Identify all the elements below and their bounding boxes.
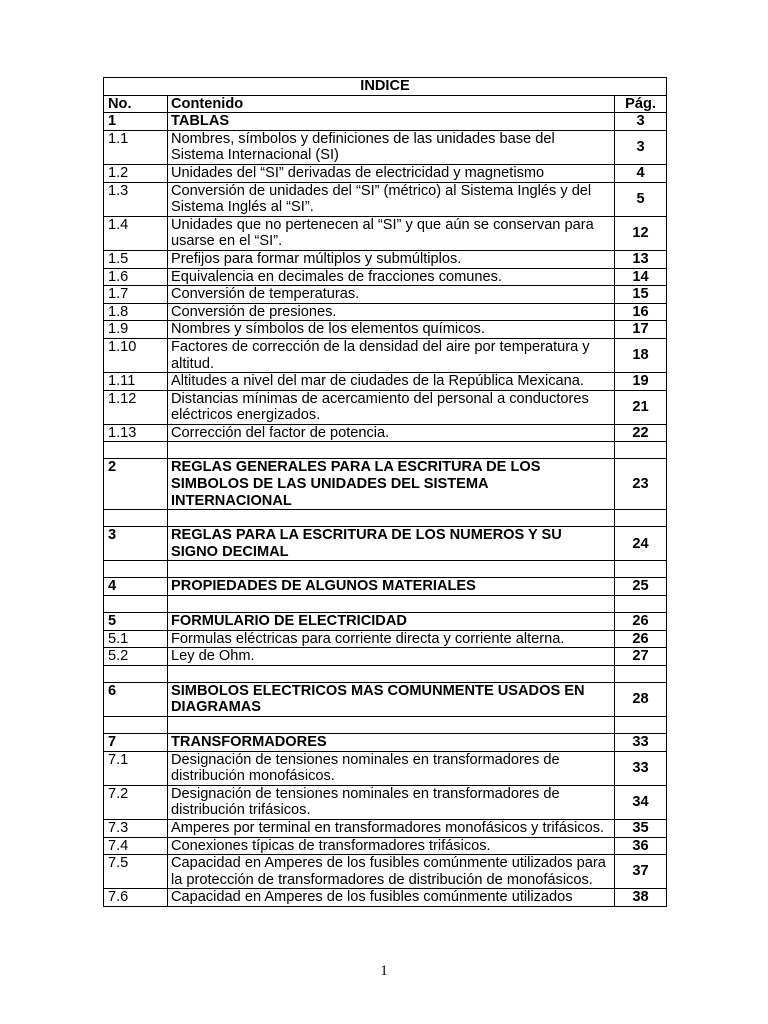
section-row	[104, 459, 667, 510]
spacer-row	[104, 717, 667, 734]
entry-number: 7.2	[104, 785, 168, 819]
entry-number	[104, 596, 168, 613]
entry-number: 6	[104, 682, 168, 716]
entry-title: Corrección del factor de potencia.	[168, 424, 615, 442]
index-entries	[104, 113, 667, 907]
entry-number: 7.3	[104, 819, 168, 837]
entry-row	[104, 164, 667, 182]
column-header-contenido: Contenido	[168, 95, 615, 113]
entry-title: FORMULARIO DE ELECTRICIDAD	[168, 613, 615, 631]
entry-page: 37	[615, 855, 667, 889]
entry-row	[104, 130, 667, 164]
entry-page: 18	[615, 338, 667, 372]
entry-title: Conversión de presiones.	[168, 303, 615, 321]
entry-number: 1.3	[104, 182, 168, 216]
section-row	[104, 578, 667, 596]
entry-page: 13	[615, 250, 667, 268]
entry-page: 5	[615, 182, 667, 216]
entry-title: Distancias mínimas de acercamiento del personal a conductores eléctricos energizados.	[168, 390, 615, 424]
entry-page: 27	[615, 648, 667, 666]
entry-row	[104, 630, 667, 648]
entry-title: Prefijos para formar múltiplos y submúltiplos.	[168, 250, 615, 268]
entry-row	[104, 648, 667, 666]
section-row	[104, 527, 667, 561]
index-title-row	[104, 78, 667, 96]
entry-row	[104, 424, 667, 442]
entry-number: 1.4	[104, 216, 168, 250]
entry-number: 1.13	[104, 424, 168, 442]
section-row	[104, 613, 667, 631]
entry-page: 19	[615, 373, 667, 391]
entry-row	[104, 303, 667, 321]
entry-title	[168, 561, 615, 578]
entry-page: 38	[615, 889, 667, 907]
entry-number: 4	[104, 578, 168, 596]
entry-title	[168, 596, 615, 613]
entry-title: Nombres y símbolos de los elementos químicos.	[168, 321, 615, 339]
entry-row	[104, 751, 667, 785]
entry-page: 15	[615, 286, 667, 304]
entry-page	[615, 561, 667, 578]
entry-title: REGLAS GENERALES PARA LA ESCRITURA DE LOS SIMBOLOS DE LAS UNIDADES DEL SISTEMA INTERNACIONAL	[168, 459, 615, 510]
entry-row	[104, 889, 667, 907]
entry-page: 22	[615, 424, 667, 442]
entry-row	[104, 373, 667, 391]
entry-page: 36	[615, 837, 667, 855]
entry-number: 5.1	[104, 630, 168, 648]
entry-title: Amperes por terminal en transformadores monofásicos y trifásicos.	[168, 819, 615, 837]
column-header-no: No.	[104, 95, 168, 113]
entry-title: Unidades que no pertenecen al “SI” y que aún se conservan para usarse en el “SI”.	[168, 216, 615, 250]
spacer-row	[104, 442, 667, 459]
entry-number: 1.11	[104, 373, 168, 391]
entry-page	[615, 665, 667, 682]
entry-number: 1.2	[104, 164, 168, 182]
entry-title: Ley de Ohm.	[168, 648, 615, 666]
entry-page	[615, 442, 667, 459]
entry-title	[168, 510, 615, 527]
page-number: 1	[380, 963, 388, 979]
entry-number	[104, 510, 168, 527]
entry-number	[104, 717, 168, 734]
entry-row	[104, 268, 667, 286]
entry-number: 1.10	[104, 338, 168, 372]
section-row	[104, 113, 667, 131]
entry-row	[104, 855, 667, 889]
entry-page: 23	[615, 459, 667, 510]
entry-row	[104, 819, 667, 837]
entry-title: Equivalencia en decimales de fracciones comunes.	[168, 268, 615, 286]
section-row	[104, 734, 667, 752]
column-header-pag: Pág.	[615, 95, 667, 113]
entry-title: Capacidad en Amperes de los fusibles comúnmente utilizados	[168, 889, 615, 907]
entry-row	[104, 286, 667, 304]
entry-row	[104, 390, 667, 424]
entry-row	[104, 321, 667, 339]
entry-number: 7	[104, 734, 168, 752]
entry-number: 5.2	[104, 648, 168, 666]
entry-title: Conversión de unidades del “SI” (métrico) al Sistema Inglés y del Sistema Inglés al “SI”.	[168, 182, 615, 216]
entry-page: 21	[615, 390, 667, 424]
entry-title: TRANSFORMADORES	[168, 734, 615, 752]
entry-title: Factores de corrección de la densidad del aire por temperatura y altitud.	[168, 338, 615, 372]
column-header-row	[104, 95, 667, 113]
entry-number	[104, 442, 168, 459]
entry-row	[104, 785, 667, 819]
entry-number: 7.5	[104, 855, 168, 889]
entry-page	[615, 596, 667, 613]
entry-number: 3	[104, 527, 168, 561]
entry-page: 16	[615, 303, 667, 321]
entry-row	[104, 338, 667, 372]
entry-title: Formulas eléctricas para corriente directa y corriente alterna.	[168, 630, 615, 648]
entry-title: REGLAS PARA LA ESCRITURA DE LOS NUMEROS Y SU SIGNO DECIMAL	[168, 527, 615, 561]
entry-number: 1.6	[104, 268, 168, 286]
entry-title: Conversión de temperaturas.	[168, 286, 615, 304]
entry-title: Capacidad en Amperes de los fusibles comúnmente utilizados para la protección de transformadores de distribución de monofásicos.	[168, 855, 615, 889]
entry-title: Designación de tensiones nominales en transformadores de distribución trifásicos.	[168, 785, 615, 819]
entry-page	[615, 717, 667, 734]
entry-page: 3	[615, 113, 667, 131]
entry-number: 7.4	[104, 837, 168, 855]
entry-number: 7.6	[104, 889, 168, 907]
entry-page: 4	[615, 164, 667, 182]
spacer-row	[104, 510, 667, 527]
entry-page: 14	[615, 268, 667, 286]
entry-title	[168, 442, 615, 459]
entry-page: 3	[615, 130, 667, 164]
entry-row	[104, 216, 667, 250]
entry-title: PROPIEDADES DE ALGUNOS MATERIALES	[168, 578, 615, 596]
entry-number	[104, 561, 168, 578]
entry-page: 26	[615, 613, 667, 631]
entry-number: 1.12	[104, 390, 168, 424]
entry-row	[104, 250, 667, 268]
entry-page: 24	[615, 527, 667, 561]
entry-title: Unidades del “SI” derivadas de electricidad y magnetismo	[168, 164, 615, 182]
entry-number: 7.1	[104, 751, 168, 785]
entry-page: 26	[615, 630, 667, 648]
entry-page: 34	[615, 785, 667, 819]
entry-title: TABLAS	[168, 113, 615, 131]
entry-title: Altitudes a nivel del mar de ciudades de la República Mexicana.	[168, 373, 615, 391]
section-row	[104, 682, 667, 716]
entry-title: Nombres, símbolos y definiciones de las unidades base del Sistema Internacional (SI)	[168, 130, 615, 164]
spacer-row	[104, 561, 667, 578]
spacer-row	[104, 596, 667, 613]
entry-number: 1.7	[104, 286, 168, 304]
entry-number: 1.5	[104, 250, 168, 268]
entry-row	[104, 837, 667, 855]
entry-page	[615, 510, 667, 527]
entry-page: 33	[615, 751, 667, 785]
entry-page: 25	[615, 578, 667, 596]
entry-title	[168, 665, 615, 682]
index-table	[103, 77, 667, 907]
entry-page: 33	[615, 734, 667, 752]
entry-page: 28	[615, 682, 667, 716]
entry-page: 17	[615, 321, 667, 339]
entry-number: 1	[104, 113, 168, 131]
entry-page: 12	[615, 216, 667, 250]
entry-title: Designación de tensiones nominales en transformadores de distribución monofásicos.	[168, 751, 615, 785]
entry-row	[104, 182, 667, 216]
entry-number: 1.1	[104, 130, 168, 164]
entry-title: SIMBOLOS ELECTRICOS MAS COMUNMENTE USADOS EN DIAGRAMAS	[168, 682, 615, 716]
entry-number: 2	[104, 459, 168, 510]
entry-title: Conexiones típicas de transformadores trifásicos.	[168, 837, 615, 855]
entry-number	[104, 665, 168, 682]
spacer-row	[104, 665, 667, 682]
entry-number: 1.9	[104, 321, 168, 339]
index-title: INDICE	[104, 78, 667, 96]
entry-page: 35	[615, 819, 667, 837]
entry-number: 1.8	[104, 303, 168, 321]
entry-title	[168, 717, 615, 734]
entry-number: 5	[104, 613, 168, 631]
